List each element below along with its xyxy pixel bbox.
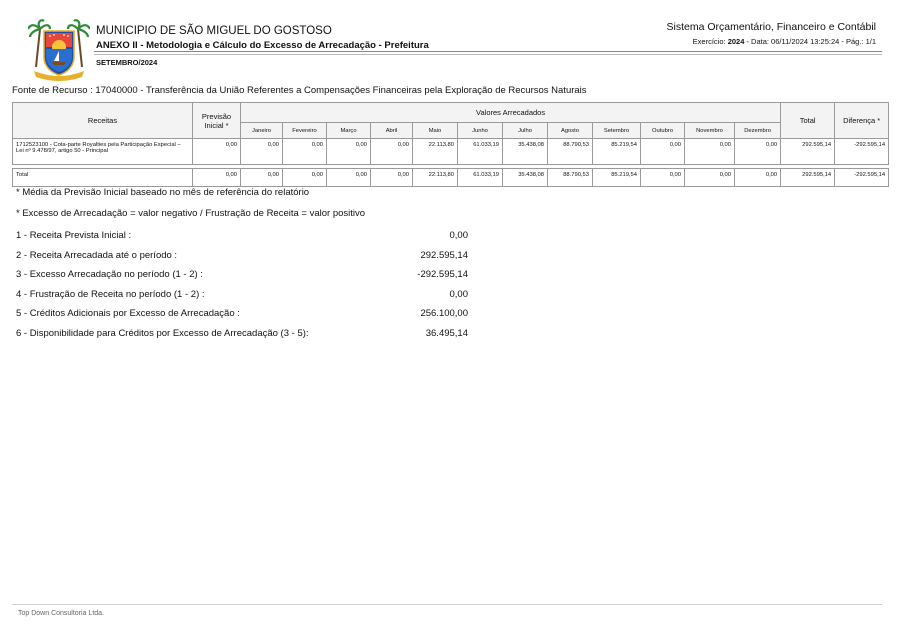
summary-item-value: -292.595,14	[417, 269, 468, 280]
resource-source: Fonte de Recurso : 17040000 - Transferência da União Referentes a Compensações Financeiras pela Exploração de Recursos Naturais	[12, 85, 587, 96]
exercise-info	[693, 37, 876, 46]
month-value: 0,00	[283, 139, 327, 165]
month-value: 0,00	[327, 139, 371, 165]
col-header-month: Março	[327, 123, 371, 139]
header-divider-secondary	[94, 54, 882, 55]
month-value: 61.033,19	[458, 169, 503, 187]
municipality-name: MUNICIPIO DE SÃO MIGUEL DO GOSTOSO	[96, 25, 332, 37]
note-previsao: * Média da Previsão Inicial baseado no mês de referência do relatório	[16, 187, 310, 198]
col-header-month: Outubro	[641, 123, 685, 139]
col-header-month: Novembro	[685, 123, 735, 139]
month-value: 0,00	[241, 169, 283, 187]
report-period: SETEMBRO/2024	[96, 58, 158, 67]
col-header-month: Janeiro	[241, 123, 283, 139]
summary-item-label: 3 - Excesso Arrecadação no período (1 - 2) :	[16, 269, 203, 280]
previsao-value: 0,00	[193, 139, 241, 165]
footer-company: Top Down Consultoria Ltda.	[18, 610, 104, 617]
col-header-month: Junho	[458, 123, 503, 139]
summary-item-label: 6 - Disponibilidade para Créditos por Excesso de Arrecadação (3 - 5):	[16, 327, 309, 339]
month-value: 0,00	[641, 169, 685, 187]
note-excesso: * Excesso de Arrecadação = valor negativo / Frustração de Receita = valor positivo	[16, 208, 366, 219]
revenue-label: Total	[13, 169, 193, 187]
summary-item-value: 36.495,14	[425, 327, 468, 339]
col-header-month: Dezembro	[735, 123, 781, 139]
header-divider	[94, 51, 882, 52]
system-name: Sistema Orçamentário, Financeiro e Contábil	[666, 21, 876, 33]
table-row	[13, 139, 889, 165]
date-page-info: - Data: 06/11/2024 13:25:24 - Pág.: 1/1	[744, 37, 876, 46]
month-value: 0,00	[241, 139, 283, 165]
summary-item-value: 0,00	[449, 288, 468, 300]
summary-item-label: 2 - Receita Arrecadada até o período :	[16, 249, 178, 261]
month-value: 0,00	[327, 169, 371, 187]
col-header-month: Fevereiro	[283, 123, 327, 139]
diferenca-value: -292.595,14	[835, 169, 889, 187]
total-value: 292.595,14	[781, 139, 835, 165]
month-value: 22.113,80	[413, 139, 458, 165]
footer-divider	[12, 604, 882, 605]
col-header-month: Maio	[413, 123, 458, 139]
summary-item-value: 256.100,00	[420, 308, 468, 319]
col-header-diferenca: Diferença *	[835, 103, 889, 139]
summary-item-label: 5 - Créditos Adicionais por Excesso de Arrecadação :	[16, 308, 240, 319]
col-header-month: Agosto	[548, 123, 593, 139]
month-value: 0,00	[641, 139, 685, 165]
revenue-table	[12, 102, 889, 187]
month-value: 0,00	[735, 169, 781, 187]
month-value: 35.438,08	[503, 139, 548, 165]
coat-of-arms-icon	[28, 17, 90, 81]
summary-item-value: 0,00	[449, 230, 468, 241]
col-header-valores: Valores Arrecadados	[241, 103, 781, 123]
summary-item-label: 4 - Frustração de Receita no período (1 - 2) :	[16, 288, 205, 300]
col-header-month: Setembro	[593, 123, 641, 139]
col-header-total: Total	[781, 103, 835, 139]
month-value: 0,00	[371, 139, 413, 165]
month-value: 0,00	[685, 139, 735, 165]
diferenca-value: -292.595,14	[835, 139, 889, 165]
col-header-previsao: Previsão Inicial *	[193, 103, 241, 139]
previsao-value: 0,00	[193, 169, 241, 187]
month-value: 0,00	[685, 169, 735, 187]
month-value: 61.033,19	[458, 139, 503, 165]
month-value: 88.790,53	[548, 169, 593, 187]
col-header-month: Abril	[371, 123, 413, 139]
month-value: 0,00	[371, 169, 413, 187]
month-value: 85.219,54	[593, 169, 641, 187]
col-header-month: Julho	[503, 123, 548, 139]
month-value: 35.438,08	[503, 169, 548, 187]
month-value: 85.219,54	[593, 139, 641, 165]
exercise-year: 2024	[727, 37, 745, 46]
total-value: 292.595,14	[781, 169, 835, 187]
col-header-receitas: Receitas	[13, 103, 193, 139]
summary-item-label: 1 - Receita Prevista Inicial :	[16, 230, 132, 241]
summary-item-value: 292.595,14	[420, 249, 468, 261]
annex-title: ANEXO II - Metodologia e Cálculo do Excesso de Arrecadação - Prefeitura	[96, 40, 429, 51]
month-value: 0,00	[283, 169, 327, 187]
exercise-label: Exercício:	[692, 37, 728, 46]
month-value: 22.113,80	[413, 169, 458, 187]
revenue-label: 1712523100 - Cota-parte Royalties pela Participação Especial – Lei nº 9.478/97, artigo 50 - Principal	[13, 139, 193, 165]
month-value: 88.790,53	[548, 139, 593, 165]
month-value: 0,00	[735, 139, 781, 165]
total-row	[13, 169, 889, 187]
